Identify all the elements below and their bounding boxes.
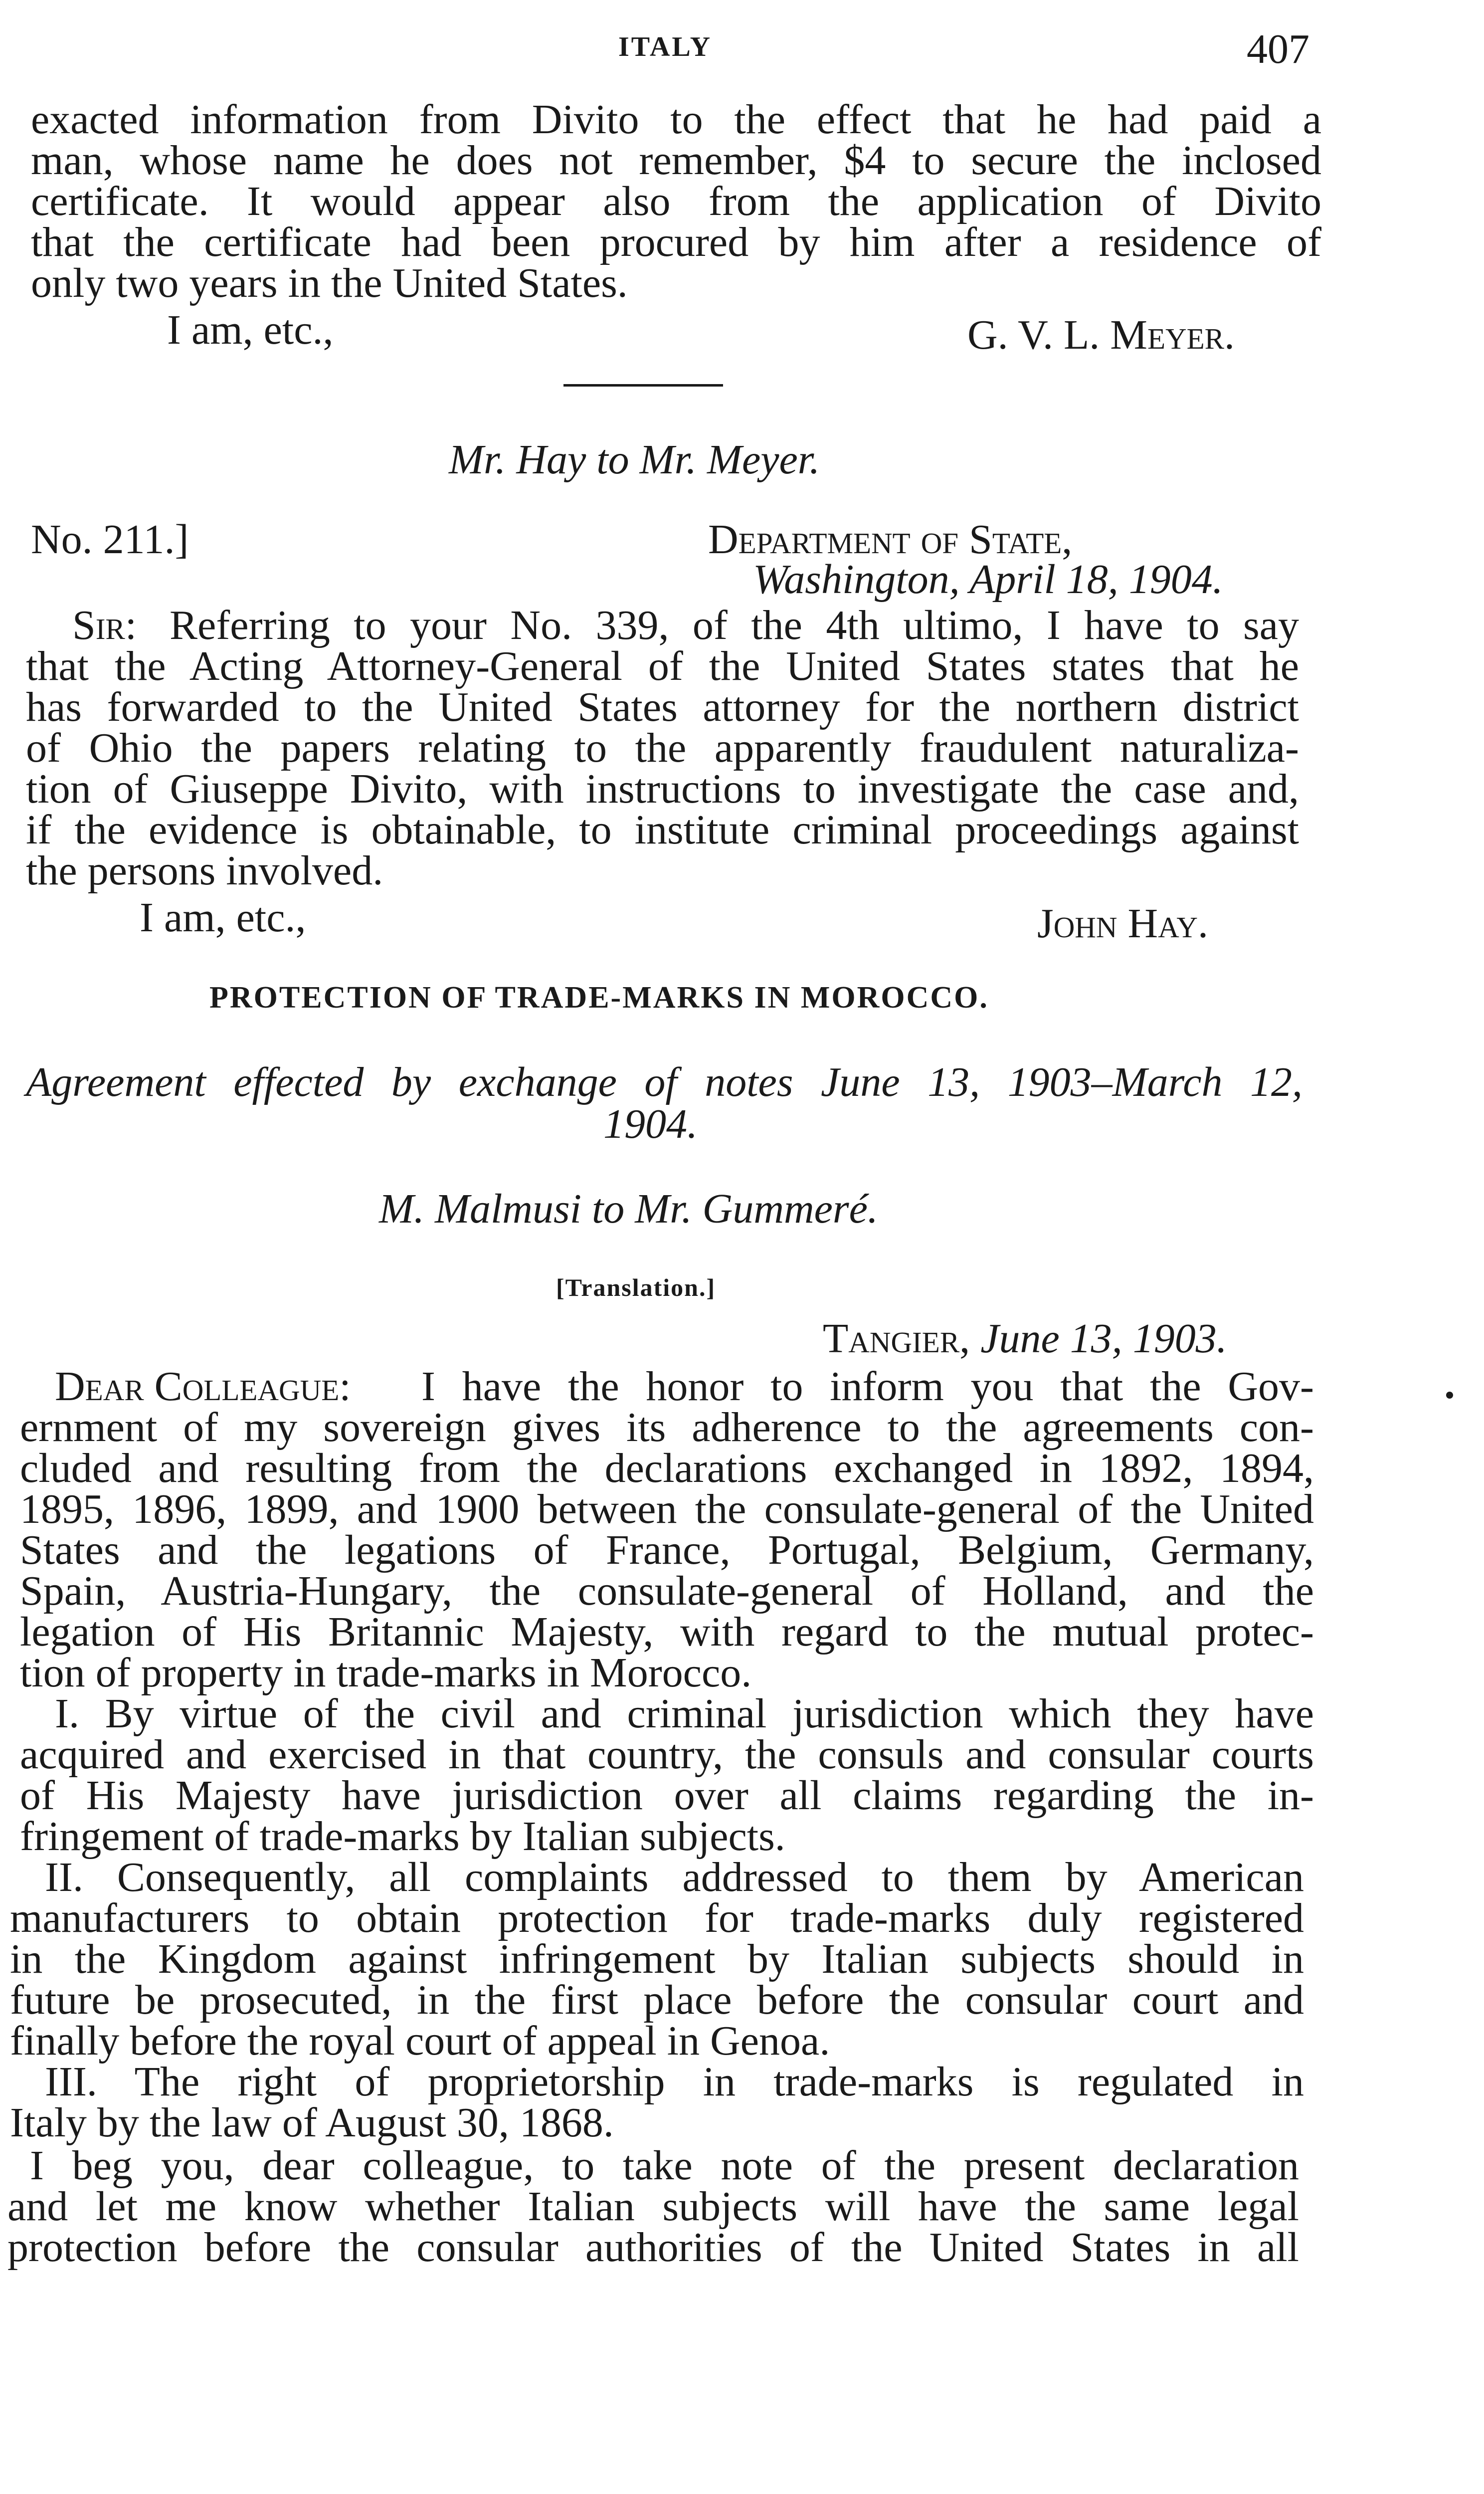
paragraph-line: that the Acting Attorney-General of the United States states that he bbox=[26, 643, 1299, 689]
paragraph-line: cluded and resulting from the declarations exchanged in 1892, 1894, bbox=[20, 1445, 1314, 1491]
letter-number: No. 211.] bbox=[31, 516, 189, 563]
paragraph-line: 1895, 1896, 1899, and 1900 between the consulate-general of the United bbox=[20, 1486, 1314, 1532]
salutation: Dear Colleague: bbox=[55, 1363, 351, 1410]
department-name: Department of State, bbox=[708, 516, 1073, 563]
paragraph-line: fringement of trade-marks by Italian subjects. bbox=[20, 1813, 785, 1860]
paragraph-line: I. By virtue of the civil and criminal jurisdiction which they have bbox=[55, 1690, 1314, 1737]
place: Tangier, bbox=[823, 1315, 970, 1362]
paragraph-line: of His Majesty have jurisdiction over all claims regarding the in- bbox=[20, 1772, 1314, 1819]
paragraph-line: Spain, Austria-Hungary, the consulate-general of Holland, and the bbox=[20, 1568, 1314, 1614]
paragraph-line: that the certificate had been procured by him after a residence of bbox=[31, 219, 1321, 265]
paragraph-line: protection before the consular authorities of the United States in all bbox=[7, 2224, 1299, 2271]
paragraph-line: exacted information from Divito to the effect that he had paid a bbox=[31, 96, 1321, 143]
paragraph-line: Italy by the law of August 30, 1868. bbox=[10, 2099, 614, 2146]
translation-note: [Translation.] bbox=[556, 1273, 716, 1301]
section-divider-rule bbox=[563, 384, 723, 387]
running-header-title: ITALY bbox=[618, 31, 713, 62]
paragraph-line: of Ohio the papers relating to the apparently fraudulent naturaliza- bbox=[26, 725, 1299, 771]
place-date: Washington, April 18, 1904. bbox=[753, 556, 1223, 603]
paragraph-line: III. The right of proprietorship in trade-marks is regulated in bbox=[45, 2059, 1304, 2105]
letter-heading: M. Malmusi to Mr. Gummeré. bbox=[379, 1186, 878, 1232]
signature: John Hay. bbox=[1037, 900, 1208, 947]
paragraph-line: II. Consequently, all complaints addressed to them by American bbox=[45, 1854, 1304, 1900]
paragraph-line: man, whose name he does not remember, $4 to secure the inclosed bbox=[31, 137, 1321, 184]
paragraph-line: I beg you, dear colleague, to take note of the present declaration bbox=[30, 2142, 1299, 2189]
paragraph-line: only two years in the United States. bbox=[31, 260, 628, 306]
paragraph-line: certificate. It would appear also from the application of Divito bbox=[31, 178, 1321, 224]
section-subtitle: 1904. bbox=[603, 1101, 698, 1147]
paragraph-line: the persons involved. bbox=[26, 847, 383, 894]
letter-heading: Mr. Hay to Mr. Meyer. bbox=[449, 436, 820, 483]
paragraph-line: in the Kingdom against infringement by Italian subjects should in bbox=[10, 1936, 1304, 1982]
paragraph-line: legation of His Britannic Majesty, with regard to the mutual protec- bbox=[20, 1609, 1314, 1655]
paragraph-line: I have the honor to inform you that the Gov- bbox=[421, 1363, 1314, 1410]
place-date bbox=[823, 1315, 1227, 1362]
paragraph-line: and let me know whether Italian subjects will have the same legal bbox=[7, 2183, 1299, 2230]
section-subtitle: Agreement effected by exchange of notes June 13, 1903–March 12, bbox=[26, 1059, 1302, 1105]
date: June 13, 1903. bbox=[980, 1315, 1227, 1362]
closing-line: I am, etc., bbox=[167, 307, 334, 353]
paragraph-line: if the evidence is obtainable, to institute criminal proceedings against bbox=[26, 807, 1299, 853]
paragraph-line: acquired and exercised in that country, the consuls and consular courts bbox=[20, 1731, 1314, 1778]
margin-dot bbox=[1446, 1392, 1453, 1399]
page-number: 407 bbox=[1247, 26, 1309, 72]
salutation: Sir: bbox=[72, 602, 137, 648]
paragraph-line: ernment of my sovereign gives its adherence to the agreements con- bbox=[20, 1404, 1314, 1451]
signature: G. V. L. Meyer. bbox=[967, 312, 1235, 358]
paragraph-line: has forwarded to the United States attorney for the northern district bbox=[26, 684, 1299, 730]
paragraph-line: future be prosecuted, in the first place before the consular court and bbox=[10, 1977, 1304, 2023]
closing-line: I am, etc., bbox=[140, 894, 306, 941]
paragraph-line: finally before the royal court of appeal in Genoa. bbox=[10, 2018, 830, 2064]
paragraph-line: States and the legations of France, Portugal, Belgium, Germany, bbox=[20, 1527, 1314, 1573]
paragraph-line: Referring to your No. 339, of the 4th ultimo, I have to say bbox=[170, 602, 1299, 648]
section-heading: PROTECTION OF TRADE-MARKS IN MOROCCO. bbox=[209, 981, 989, 1015]
paragraph-line: manufacturers to obtain protection for trade-marks duly registered bbox=[10, 1895, 1304, 1941]
paragraph-line: tion of property in trade-marks in Morocco. bbox=[20, 1650, 752, 1696]
paragraph-line: tion of Giuseppe Divito, with instructions to investigate the case and, bbox=[26, 766, 1299, 812]
